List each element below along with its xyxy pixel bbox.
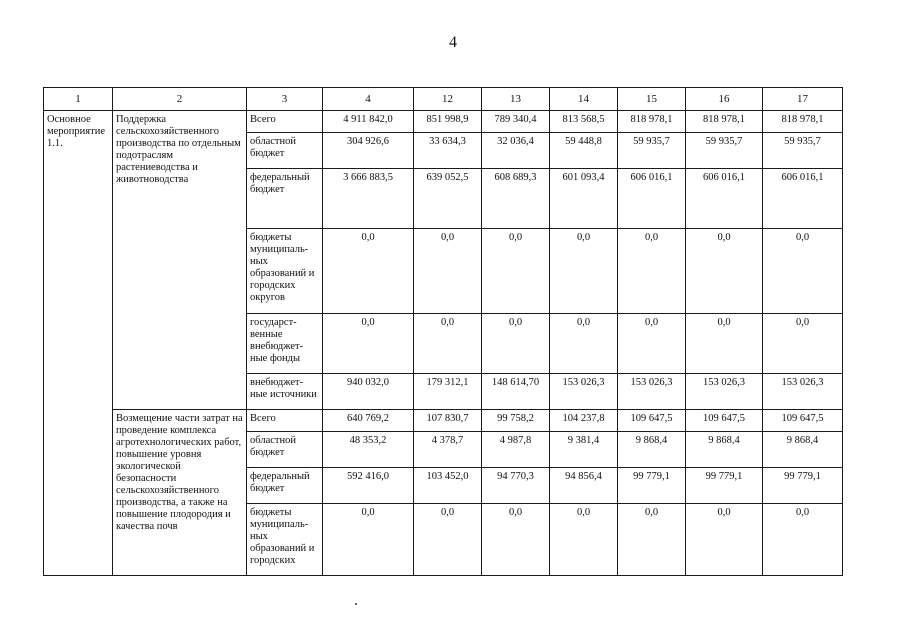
amount-cell: 0,0 bbox=[414, 314, 482, 374]
amount-cell: 153 026,3 bbox=[550, 374, 618, 410]
amount-cell: 107 830,7 bbox=[414, 410, 482, 432]
funding-source: Всего bbox=[247, 111, 323, 133]
amount-cell: 0,0 bbox=[323, 229, 414, 314]
amount-cell: 640 769,2 bbox=[323, 410, 414, 432]
amount-cell: 59 935,7 bbox=[763, 133, 843, 169]
amount-cell: 0,0 bbox=[763, 504, 843, 576]
funding-source: областной бюджет bbox=[247, 432, 323, 468]
header-row bbox=[44, 88, 843, 111]
amount-cell: 851 998,9 bbox=[414, 111, 482, 133]
amount-cell: 0,0 bbox=[618, 229, 686, 314]
amount-cell: 109 647,5 bbox=[686, 410, 763, 432]
amount-cell: 0,0 bbox=[414, 229, 482, 314]
amount-cell: 179 312,1 bbox=[414, 374, 482, 410]
column-header: 1 bbox=[44, 88, 113, 111]
funding-source: бюджеты муниципаль-ных образований и городских bbox=[247, 504, 323, 576]
amount-cell: 592 416,0 bbox=[323, 468, 414, 504]
column-header: 16 bbox=[686, 88, 763, 111]
amount-cell: 9 381,4 bbox=[550, 432, 618, 468]
amount-cell: 0,0 bbox=[323, 504, 414, 576]
amount-cell: 0,0 bbox=[482, 229, 550, 314]
amount-cell: 0,0 bbox=[763, 314, 843, 374]
amount-cell: 99 779,1 bbox=[763, 468, 843, 504]
funding-source: бюджеты муниципаль-ных образований и городских округов bbox=[247, 229, 323, 314]
amount-cell: 0,0 bbox=[550, 314, 618, 374]
amount-cell: 606 016,1 bbox=[686, 169, 763, 229]
amount-cell: 0,0 bbox=[482, 314, 550, 374]
amount-cell: 0,0 bbox=[686, 314, 763, 374]
activity-label: Основное мероприятие 1.1. bbox=[44, 111, 113, 576]
amount-cell: 4 378,7 bbox=[414, 432, 482, 468]
budget-table bbox=[43, 87, 843, 576]
amount-cell: 9 868,4 bbox=[618, 432, 686, 468]
amount-cell: 59 448,8 bbox=[550, 133, 618, 169]
amount-cell: 0,0 bbox=[686, 229, 763, 314]
amount-cell: 940 032,0 bbox=[323, 374, 414, 410]
stray-dot bbox=[355, 603, 357, 605]
funding-source: федеральный бюджет bbox=[247, 468, 323, 504]
funding-source: федеральный бюджет bbox=[247, 169, 323, 229]
amount-cell: 789 340,4 bbox=[482, 111, 550, 133]
table-row bbox=[44, 111, 843, 133]
amount-cell: 109 647,5 bbox=[763, 410, 843, 432]
amount-cell: 606 016,1 bbox=[763, 169, 843, 229]
amount-cell: 0,0 bbox=[618, 314, 686, 374]
column-header: 4 bbox=[323, 88, 414, 111]
column-header: 15 bbox=[618, 88, 686, 111]
amount-cell: 153 026,3 bbox=[618, 374, 686, 410]
amount-cell: 0,0 bbox=[550, 504, 618, 576]
amount-cell: 59 935,7 bbox=[686, 133, 763, 169]
amount-cell: 639 052,5 bbox=[414, 169, 482, 229]
amount-cell: 148 614,70 bbox=[482, 374, 550, 410]
amount-cell: 103 452,0 bbox=[414, 468, 482, 504]
amount-cell: 818 978,1 bbox=[763, 111, 843, 133]
funding-source: внебюджет-ные источники bbox=[247, 374, 323, 410]
amount-cell: 0,0 bbox=[550, 229, 618, 314]
funding-source: Всего bbox=[247, 410, 323, 432]
amount-cell: 99 779,1 bbox=[686, 468, 763, 504]
column-header: 12 bbox=[414, 88, 482, 111]
amount-cell: 608 689,3 bbox=[482, 169, 550, 229]
amount-cell: 3 666 883,5 bbox=[323, 169, 414, 229]
amount-cell: 813 568,5 bbox=[550, 111, 618, 133]
page-number: 4 bbox=[449, 34, 457, 51]
amount-cell: 304 926,6 bbox=[323, 133, 414, 169]
amount-cell: 0,0 bbox=[686, 504, 763, 576]
amount-cell: 99 758,2 bbox=[482, 410, 550, 432]
amount-cell: 33 634,3 bbox=[414, 133, 482, 169]
amount-cell: 0,0 bbox=[414, 504, 482, 576]
column-header: 3 bbox=[247, 88, 323, 111]
table-body bbox=[44, 88, 843, 576]
column-header: 14 bbox=[550, 88, 618, 111]
amount-cell: 818 978,1 bbox=[618, 111, 686, 133]
amount-cell: 32 036,4 bbox=[482, 133, 550, 169]
column-header: 17 bbox=[763, 88, 843, 111]
amount-cell: 4 987,8 bbox=[482, 432, 550, 468]
funding-source: областной бюджет bbox=[247, 133, 323, 169]
column-header: 2 bbox=[113, 88, 247, 111]
amount-cell: 818 978,1 bbox=[686, 111, 763, 133]
amount-cell: 94 770,3 bbox=[482, 468, 550, 504]
amount-cell: 9 868,4 bbox=[763, 432, 843, 468]
amount-cell: 9 868,4 bbox=[686, 432, 763, 468]
amount-cell: 606 016,1 bbox=[618, 169, 686, 229]
amount-cell: 153 026,3 bbox=[686, 374, 763, 410]
amount-cell: 109 647,5 bbox=[618, 410, 686, 432]
amount-cell: 94 856,4 bbox=[550, 468, 618, 504]
amount-cell: 4 911 842,0 bbox=[323, 111, 414, 133]
amount-cell: 153 026,3 bbox=[763, 374, 843, 410]
amount-cell: 0,0 bbox=[618, 504, 686, 576]
amount-cell: 99 779,1 bbox=[618, 468, 686, 504]
activity-name: Возмещение части затрат на проведение комплекса агротехнологических работ, повышение уровня экологической безопасности сельскохозяйственного производства, а также на повышение плодородия и качества почв bbox=[113, 410, 247, 576]
column-header: 13 bbox=[482, 88, 550, 111]
funding-source: государст-венные внебюджет-ные фонды bbox=[247, 314, 323, 374]
amount-cell: 0,0 bbox=[763, 229, 843, 314]
amount-cell: 48 353,2 bbox=[323, 432, 414, 468]
amount-cell: 0,0 bbox=[323, 314, 414, 374]
amount-cell: 104 237,8 bbox=[550, 410, 618, 432]
amount-cell: 601 093,4 bbox=[550, 169, 618, 229]
table-row bbox=[44, 410, 843, 432]
amount-cell: 0,0 bbox=[482, 504, 550, 576]
activity-name: Поддержка сельскохозяйственного производства по отдельным подотраслям растениеводства и животноводства bbox=[113, 111, 247, 410]
amount-cell: 59 935,7 bbox=[618, 133, 686, 169]
